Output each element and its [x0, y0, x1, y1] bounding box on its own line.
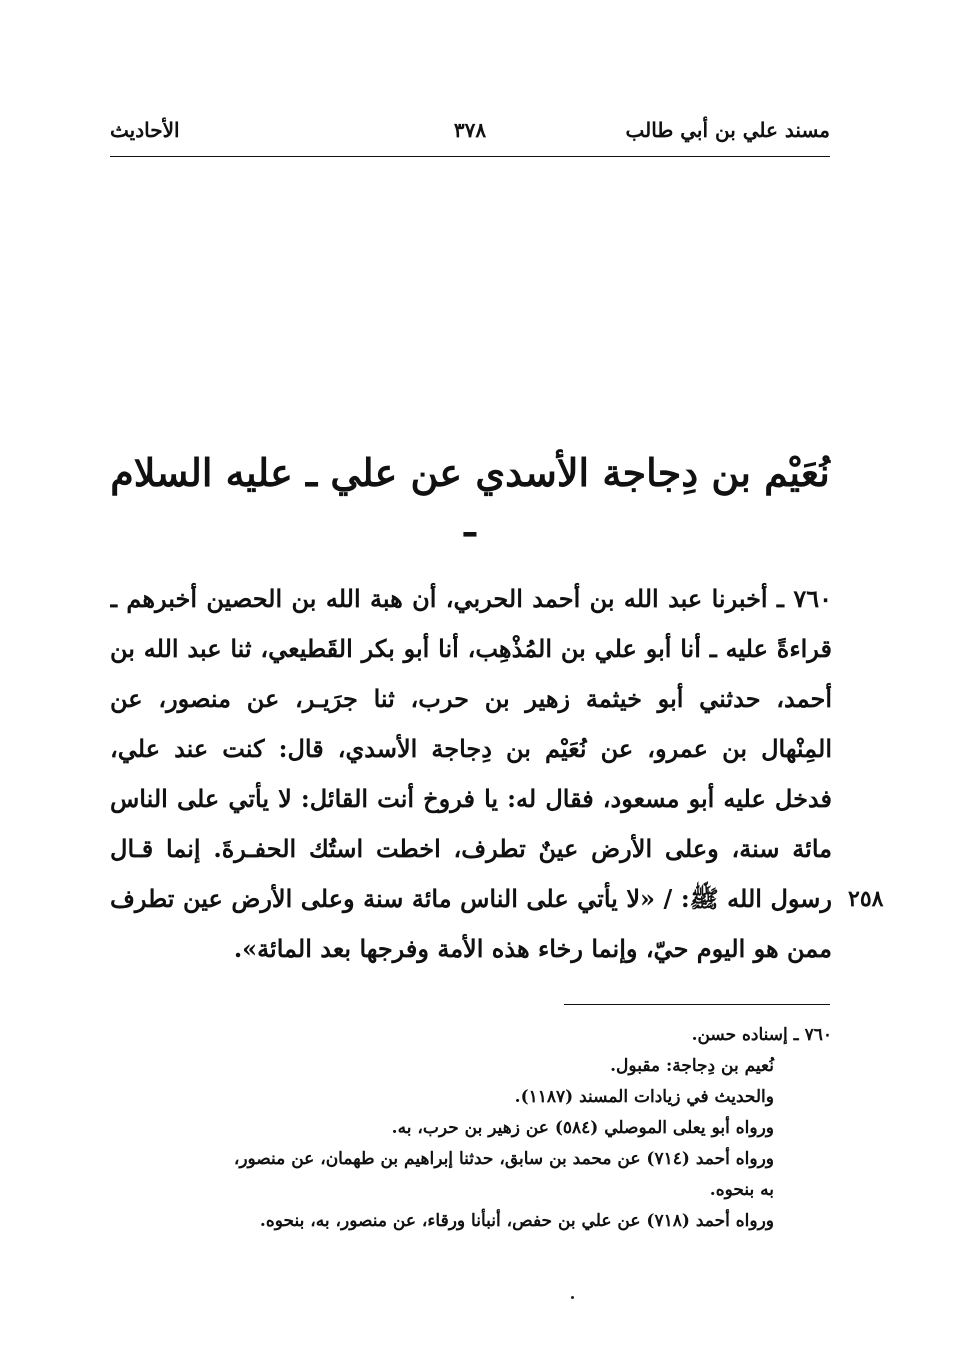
body-line: ٧٦٠ ـ أخبرنا عبد الله بن أحمد الحربي، أن هبة الله بن الحصين أخبرهم ـ	[110, 584, 832, 613]
body-line: مائة سنة، وعلى الأرض عينٌ تطرف، اخطت استُك الحفـرةَ. إنما قـال	[110, 834, 832, 863]
footnote-line: ورواه أحمد (٧١٤) عن محمد بن سابق، حدثنا إبراهيم بن طهمان، عن منصور،	[233, 1149, 774, 1169]
body-line: رسول الله ﷺ: / «لا يأتي على الناس مائة سنة وعلى الأرض عين تطرف	[110, 884, 832, 913]
body-line: فدخل عليه أبو مسعود، فقال له: يا فروخ أنت القائل: لا يأتي على الناس	[110, 784, 832, 813]
body-line: ممن هو اليوم حيّ، وإنما رخاء هذه الأمة وفرجها بعد المائة».	[233, 934, 832, 963]
header-rule	[110, 156, 830, 157]
footnote-line: ٧٦٠ ـ إسناده حسن.	[691, 1025, 832, 1045]
page-number: ٣٧٨	[453, 118, 487, 142]
body-line: قراءةً عليه ـ أنا أبو علي بن المُذْهِب، أنا أبو بكر القَطيعي، ثنا عبد الله بن	[110, 634, 832, 663]
chapter-title: نُعَيْم بن دِجاجة الأسدي عن علي ـ عليه السلام ـ	[110, 450, 830, 545]
header-book-title: مسند علي بن أبي طالب	[625, 118, 830, 142]
footnote-line: ورواه أحمد (٧١٨) عن علي بن حفص، أنبأنا ورقاء، عن منصور، به، بنحوه.	[259, 1211, 774, 1231]
footnote-line: نُعيم بن دِجاجة: مقبول.	[610, 1056, 774, 1076]
body-line: أحمد، حدثني أبو خيثمة زهير بن حرب، ثنا جرَيـر، عن منصور، عن	[110, 684, 832, 713]
running-header	[110, 118, 830, 152]
hadith-text	[110, 574, 832, 974]
margin-page-reference: ٢٥٨	[848, 886, 884, 912]
footnote-line: والحديث في زيادات المسند (١١٨٧).	[514, 1087, 774, 1107]
ink-speck	[571, 1296, 574, 1299]
footnote-line: ورواه أبو يعلى الموصلي (٥٨٤) عن زهير بن حرب، به.	[391, 1118, 774, 1138]
footnotes	[110, 1020, 832, 1237]
footnote-rule	[564, 1004, 830, 1005]
header-section-title: الأحاديث	[110, 118, 180, 142]
footnote-line: به بنحوه.	[709, 1180, 774, 1200]
body-line: المِنْهال بن عمرو، عن نُعَيْم بن دِجاجة الأسدي، قال: كنت عند علي،	[110, 734, 832, 763]
